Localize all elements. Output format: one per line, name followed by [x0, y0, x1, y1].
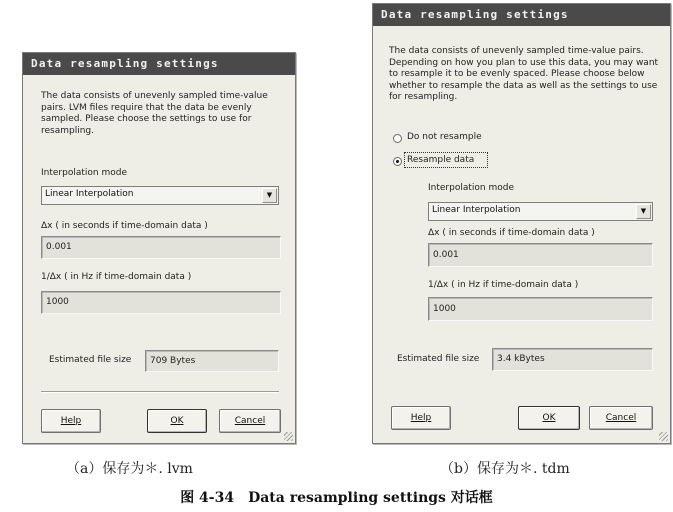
- ok-button[interactable]: OK: [147, 409, 207, 433]
- estimated-size-label: Estimated file size: [49, 355, 132, 365]
- cancel-button[interactable]: Cancel: [589, 406, 653, 430]
- chevron-down-icon[interactable]: ▼: [636, 204, 651, 219]
- help-button[interactable]: Help: [391, 406, 451, 430]
- help-button[interactable]: Help: [41, 409, 101, 433]
- inverse-dx-label: 1/Δx ( in Hz if time-domain data ): [41, 272, 192, 282]
- inverse-dx-input[interactable]: 1000: [428, 297, 653, 321]
- do-not-resample-radio[interactable]: [393, 134, 402, 143]
- estimated-size-label: Estimated file size: [397, 354, 480, 364]
- inverse-dx-input[interactable]: 1000: [41, 291, 281, 314]
- do-not-resample-label[interactable]: Do not resample: [407, 132, 482, 142]
- ok-button[interactable]: OK: [518, 406, 580, 430]
- resize-grip-icon[interactable]: [284, 432, 293, 441]
- estimated-size-value: 3.4 kBytes: [492, 348, 653, 371]
- dialog-title-bar[interactable]: Data resampling settings: [23, 53, 295, 75]
- chevron-down-icon[interactable]: ▼: [262, 188, 277, 203]
- resample-data-radio[interactable]: [393, 157, 402, 166]
- interpolation-mode-value: Linear Interpolation: [45, 189, 134, 199]
- interpolation-mode-value: Linear Interpolation: [432, 205, 521, 215]
- dialog-description: The data consists of unevenly sampled time-value pairs. Depending on how you plan to use this data, you may want to resample it to be evenly spaced. Please choose below whether to resample the data as well as the settings to use for resampling.: [389, 46, 659, 102]
- caption-a: （a）保存为＊. lvm: [66, 461, 193, 477]
- figure-title: 图 4-34 Data resampling settings 对话框: [180, 490, 493, 506]
- dialog-description: The data consists of unevenly sampled time-value pairs. LVM files require that the data be evenly sampled. Please choose the settings to use for resampling.: [41, 91, 268, 136]
- cancel-button[interactable]: Cancel: [219, 409, 281, 433]
- dx-input[interactable]: 0.001: [41, 236, 281, 259]
- dialog-tdm: [372, 3, 671, 444]
- dx-input[interactable]: 0.001: [428, 243, 653, 267]
- interpolation-mode-label: Interpolation mode: [41, 168, 127, 178]
- dialog-title-bar[interactable]: Data resampling settings: [373, 4, 670, 26]
- interpolation-mode-select[interactable]: [41, 186, 279, 205]
- interpolation-mode-select[interactable]: [428, 202, 653, 221]
- estimated-size-value: 709 Bytes: [145, 350, 279, 372]
- dx-label: Δx ( in seconds if time-domain data ): [41, 221, 208, 231]
- interpolation-mode-label: Interpolation mode: [428, 183, 514, 193]
- inverse-dx-label: 1/Δx ( in Hz if time-domain data ): [428, 280, 579, 290]
- resize-grip-icon[interactable]: [659, 432, 668, 441]
- caption-b: （b）保存为＊. tdm: [440, 461, 570, 477]
- dx-label: Δx ( in seconds if time-domain data ): [428, 228, 595, 238]
- divider: [41, 391, 279, 393]
- resample-data-focus[interactable]: [404, 152, 488, 168]
- resample-data-label: Resample data: [407, 155, 475, 165]
- dialog-lvm: [22, 52, 296, 444]
